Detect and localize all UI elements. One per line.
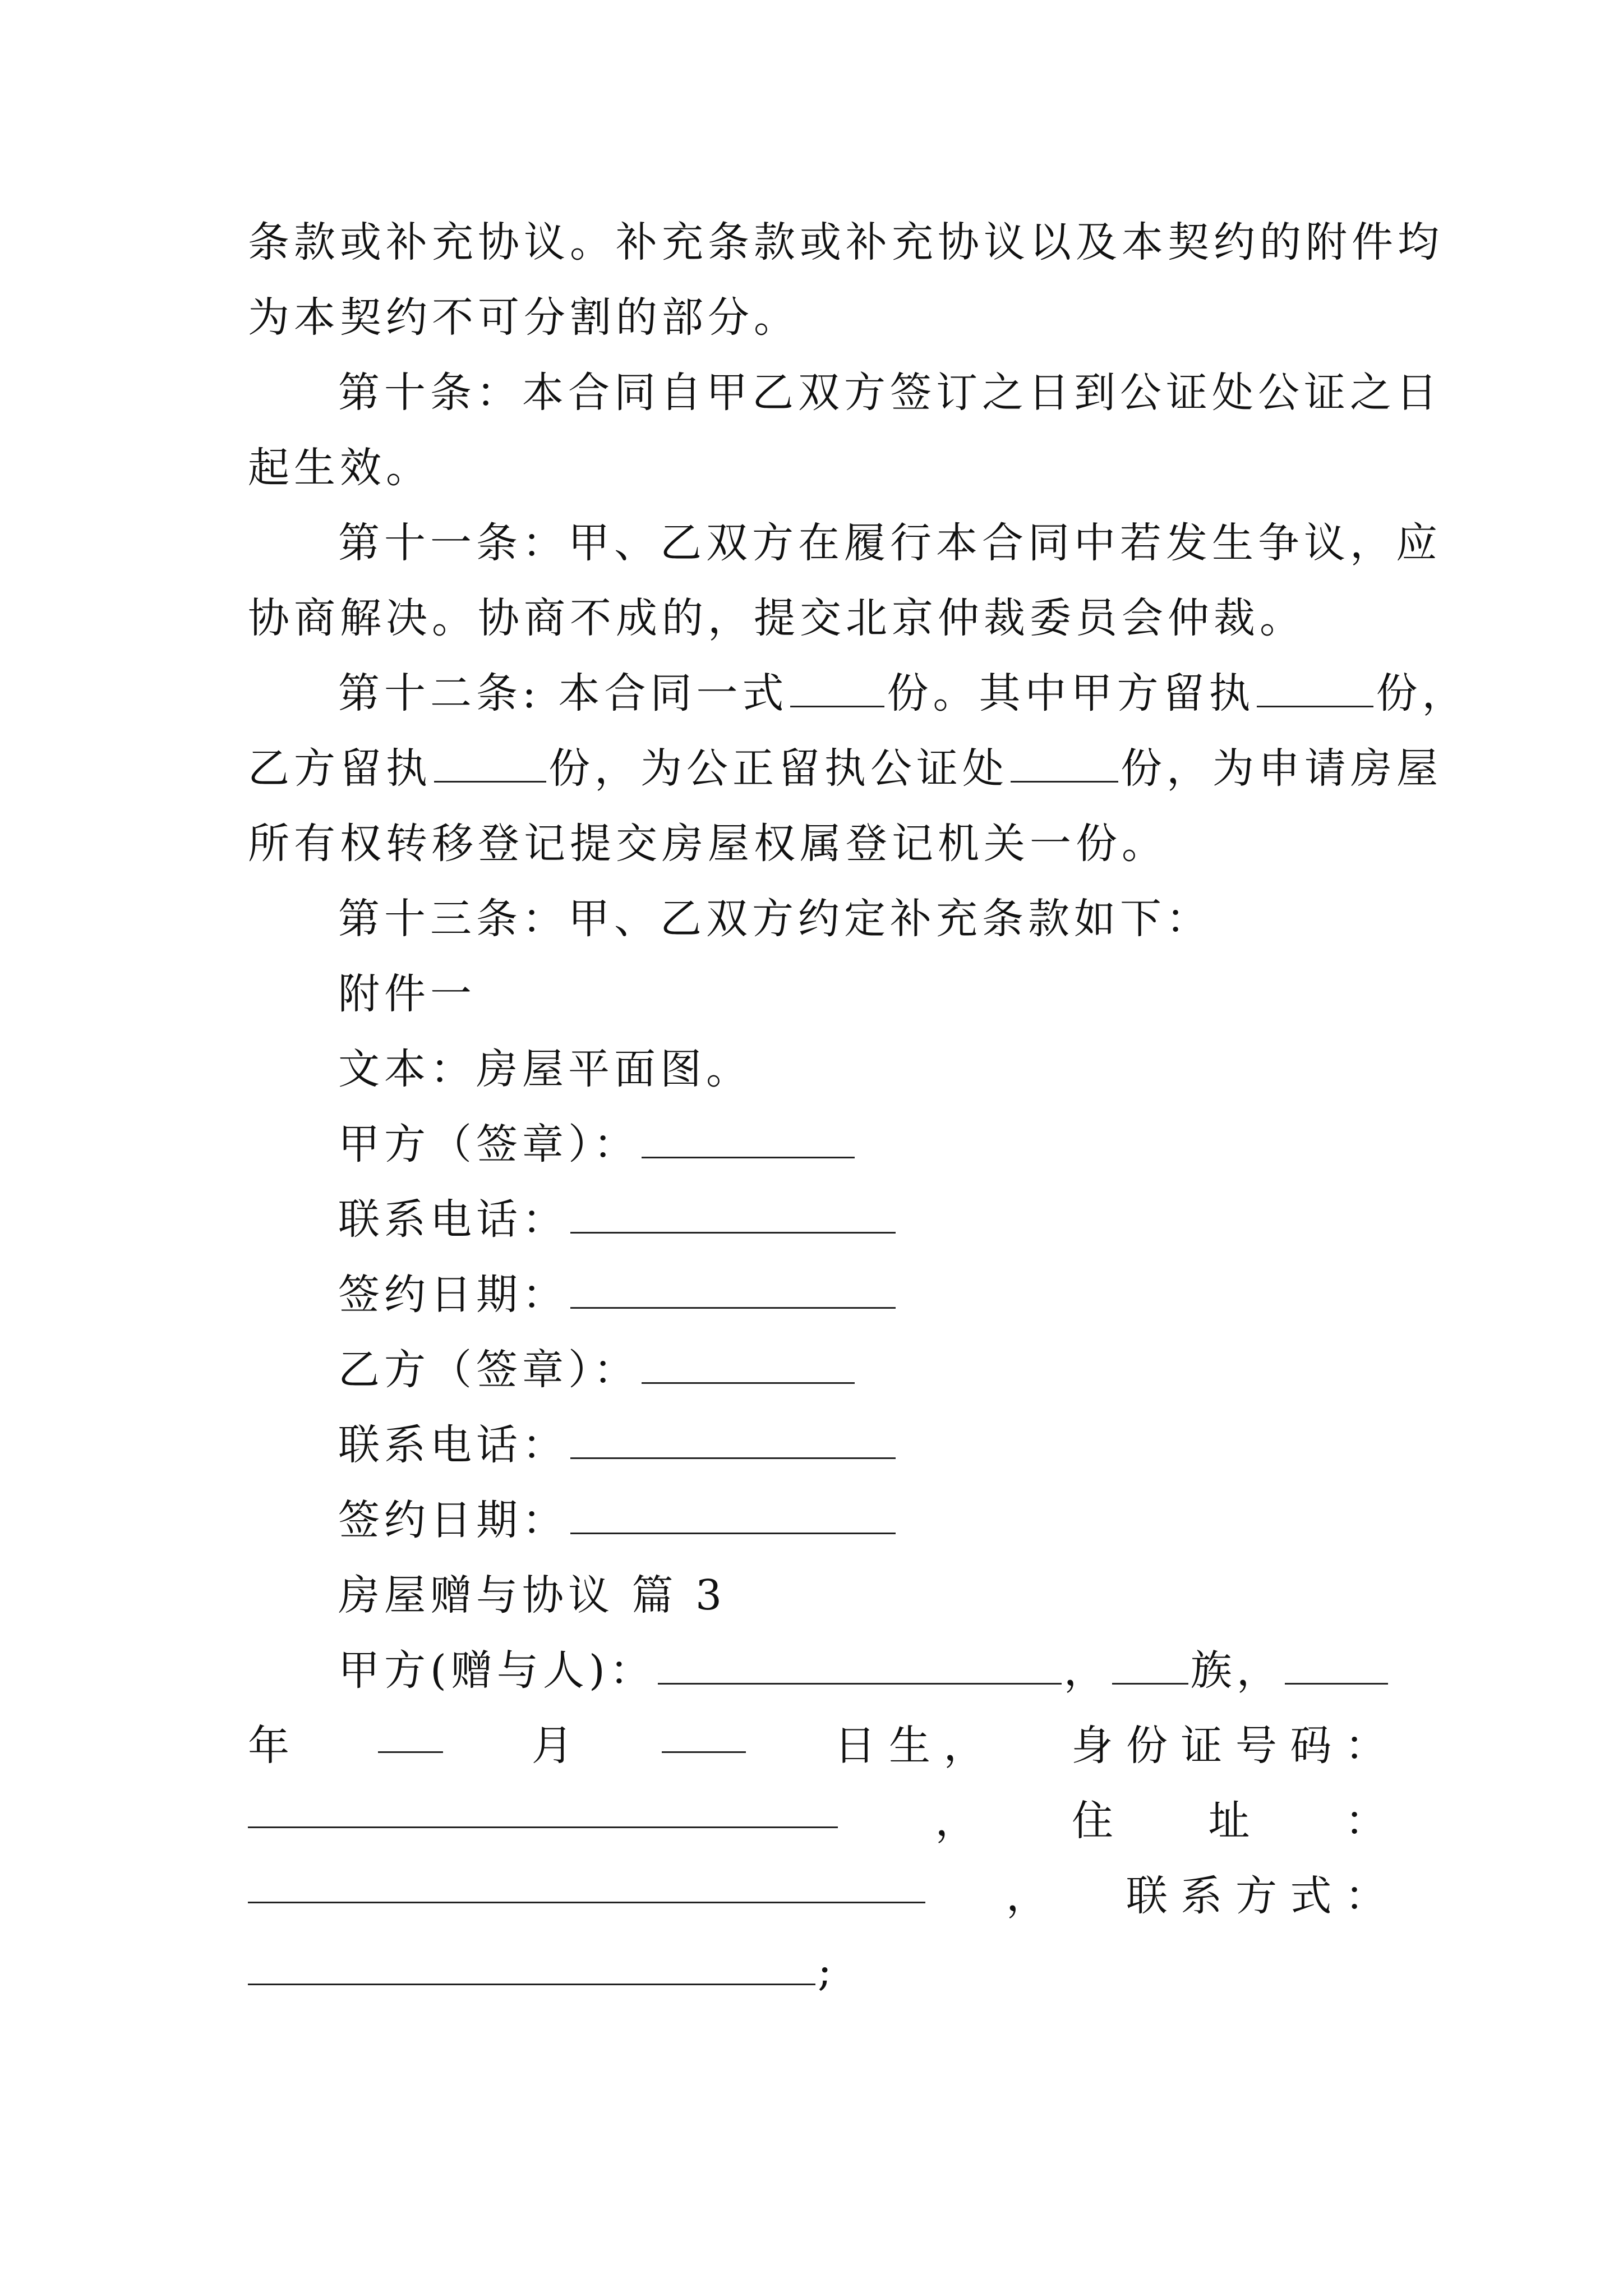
text-segment: 月 xyxy=(531,1722,573,1770)
id-number-field[interactable] xyxy=(248,1793,838,1828)
birth-day-field[interactable] xyxy=(662,1718,746,1753)
text-segment: 份，为公正留执公证处 xyxy=(548,744,1008,793)
party-a-signature-field[interactable] xyxy=(642,1123,855,1158)
party-a-signature-row xyxy=(338,1116,1386,1172)
paragraph-line: 所有权转移登记提交房屋权属登记机关一份。 xyxy=(248,820,1168,868)
text-segment: 日 生 ， xyxy=(834,1722,985,1770)
party-b-date-field[interactable] xyxy=(570,1499,896,1534)
ethnicity-field[interactable] xyxy=(1112,1649,1188,1685)
party-a-phone-label: 联系电话： xyxy=(338,1195,568,1244)
text-segment: 份。其中甲方留执 xyxy=(887,669,1255,717)
text-segment: 址 xyxy=(1208,1797,1250,1845)
text-segment: 年 xyxy=(248,1722,289,1770)
attachment-title: 附件一 xyxy=(338,970,476,1018)
article-10: 第十条：本合同自甲乙双方签订之日到公证处公证之日 xyxy=(338,369,1442,417)
donor-id-row xyxy=(248,1793,1386,1849)
party-b-date-row xyxy=(338,1492,1386,1548)
party-b-date-label: 签约日期： xyxy=(338,1496,568,1544)
article-12-cont xyxy=(248,740,1442,797)
donor-label: 甲方(赠与人)： xyxy=(338,1646,656,1695)
paragraph-line: 起生效。 xyxy=(248,444,432,492)
text-segment: 第十二条: 本合同一式 xyxy=(338,669,789,717)
party-a-date-row xyxy=(338,1267,1386,1323)
donor-birth-row xyxy=(248,1718,1386,1774)
article-12 xyxy=(338,665,1468,721)
text-segment: 份， xyxy=(1376,669,1468,717)
party-a-date-label: 签约日期： xyxy=(338,1271,568,1319)
birth-month-field[interactable] xyxy=(378,1718,443,1753)
party-a-phone-row xyxy=(338,1191,1386,1248)
blank-field[interactable] xyxy=(1257,672,1373,707)
party-b-phone-row xyxy=(338,1417,1386,1473)
party-b-phone-label: 联系电话： xyxy=(338,1421,568,1469)
paragraph-line: 协商解决。协商不成的，提交北京仲裁委员会仲裁。 xyxy=(248,594,1306,642)
party-b-signature-label: 乙方（签章）： xyxy=(338,1346,639,1394)
text-segment: 族， xyxy=(1190,1646,1283,1695)
donor-address-row xyxy=(248,1868,1386,1924)
party-b-signature-row xyxy=(338,1342,1386,1398)
text-segment: 身 份 证 号 码 ： xyxy=(1071,1722,1386,1770)
paragraph-line: 为本契约不可分割的部分。 xyxy=(248,293,800,342)
donor-contact-row xyxy=(248,1943,1386,1999)
party-b-signature-field[interactable] xyxy=(642,1349,855,1384)
text-segment: 份，为申请房屋 xyxy=(1121,744,1442,793)
text-segment: 住 xyxy=(1072,1797,1113,1845)
section-title: 房屋赠与协议 篇 3 xyxy=(338,1571,727,1619)
text-segment: ， xyxy=(935,1797,977,1845)
attachment-text: 文本：房屋平面图。 xyxy=(338,1045,752,1093)
text-segment: ; xyxy=(818,1947,836,1995)
blank-field[interactable] xyxy=(434,747,546,783)
paragraph-line: 条款或补充协议。补充条款或补充协议以及本契约的附件均 xyxy=(248,218,1444,266)
text-segment: 联 系 方 式 ： xyxy=(1126,1872,1386,1920)
party-a-phone-field[interactable] xyxy=(570,1198,896,1234)
party-a-signature-label: 甲方（签章）： xyxy=(338,1120,639,1168)
party-b-phone-field[interactable] xyxy=(570,1424,896,1459)
donor-name-field[interactable] xyxy=(658,1649,1062,1685)
address-field[interactable] xyxy=(248,1868,925,1903)
birth-year-field[interactable] xyxy=(1285,1649,1388,1685)
text-segment: 乙方留执 xyxy=(248,744,432,793)
blank-field[interactable] xyxy=(790,672,884,707)
article-13: 第十三条：甲、乙双方约定补充条款如下： xyxy=(338,895,1212,943)
text-segment: ： xyxy=(1345,1797,1386,1845)
blank-field[interactable] xyxy=(1011,747,1118,783)
article-11: 第十一条：甲、乙双方在履行本合同中若发生争议，应 xyxy=(338,519,1442,567)
party-a-date-field[interactable] xyxy=(570,1273,896,1309)
text-segment: ， xyxy=(1063,1646,1110,1695)
contact-field[interactable] xyxy=(248,1950,815,1985)
text-segment: ， xyxy=(1006,1872,1048,1920)
donor-row xyxy=(338,1642,1386,1699)
